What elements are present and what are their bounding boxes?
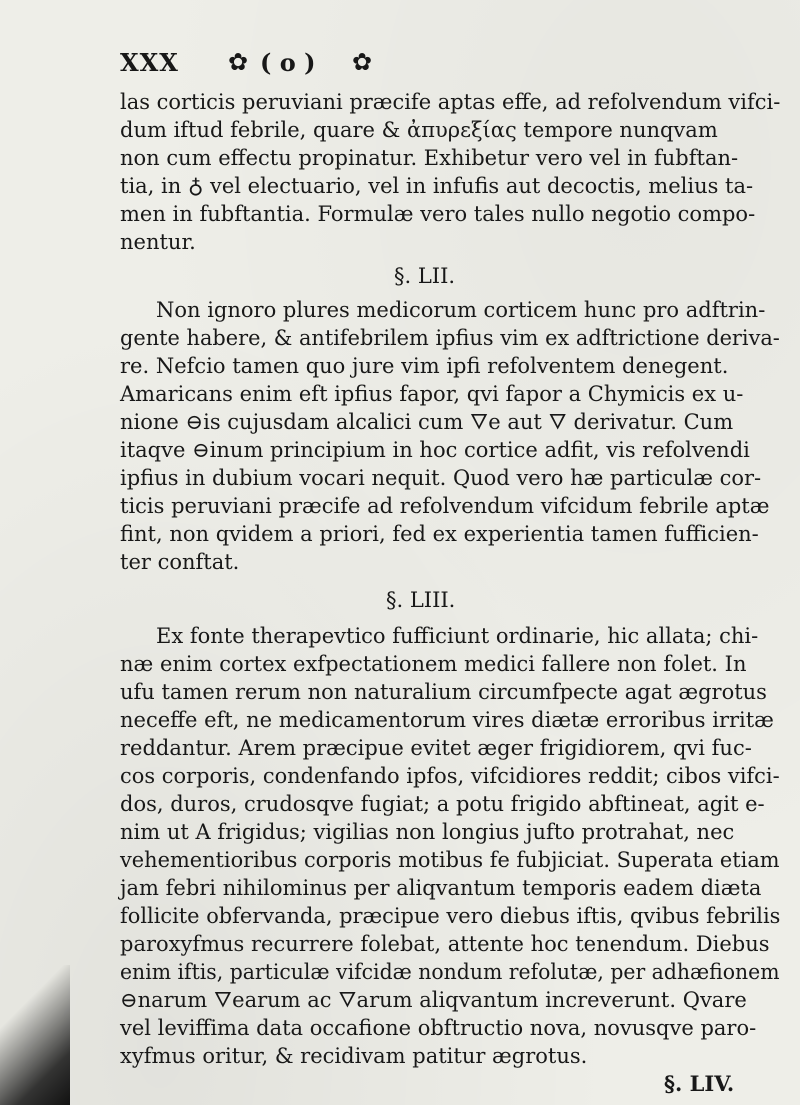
- text-line: vel leviffima data occafione obftructio nova, novusqve paro-: [120, 1016, 757, 1040]
- text-line: ⊖narum 🜄earum ac 🜄arum aliqvantum increverunt. Qvare: [120, 988, 747, 1012]
- text-line: cos corporis, condenfando ipfos, vifcidiores reddit; cibos vifci-: [120, 764, 780, 788]
- text-line: nione ⊖is cujusdam alcalici cum 🜄e aut 🜄 derivatur. Cum: [120, 410, 734, 434]
- text-line: follicite obfervanda, præcipue vero diebus iftis, qvibus febrilis: [120, 904, 781, 928]
- text-line: vehementioribus corporis motibus fe fubjiciat. Superata etiam: [120, 848, 780, 872]
- text-line: gente habere, & antifebrilem ipfius vim ex adftrictione deriva-: [120, 326, 780, 350]
- text-line: ufu tamen rerum non naturalium circumfpecte agat ægrotus: [120, 680, 767, 704]
- text-line: Amaricans enim eft ipfius fapor, qvi fapor a Chymicis ex u-: [120, 382, 744, 406]
- page-shadow: [0, 965, 70, 1105]
- signature-mark: XXX: [120, 48, 179, 77]
- text-line: itaqve ⊖inum principium in hoc cortice adfit, vis refolvendi: [120, 438, 750, 462]
- text-line: non cum effectu propinatur. Exhibetur vero vel in fubftan-: [120, 146, 739, 170]
- text-line: jam febri nihilominus per aliqvantum temporis eadem diæta: [120, 876, 762, 900]
- section-heading-liii: §. LIII.: [386, 588, 456, 612]
- page-number: ( o ): [260, 48, 316, 77]
- running-head: [120, 48, 720, 88]
- text-line: Ex fonte therapevtico fufficiunt ordinarie, hic allata; chi-: [156, 624, 759, 648]
- text-line: tia, in ♁ vel electuario, vel in infufis aut decoctis, melius ta-: [120, 174, 754, 198]
- text-line: xyfmus oritur, & recidivam patitur ægrotus.: [120, 1044, 588, 1068]
- text-line: nim ut A frigidus; vigilias non longius jufto protrahat, nec: [120, 820, 735, 844]
- text-line: ticis peruviani præcife ad refolvendum vifcidum febrile aptæ: [120, 494, 770, 518]
- text-line: neceffe eft, ne medicamentorum vires diætæ erroribus irritæ: [120, 708, 774, 732]
- text-line: enim iftis, particulæ vifcidæ nondum refolutæ, per adhæfionem: [120, 960, 780, 984]
- section-heading-lii: §. LII.: [394, 264, 456, 288]
- text-line: re. Nefcio tamen quo jure vim ipfi refolventem denegent.: [120, 354, 729, 378]
- text-line: næ enim cortex exfpectationem medici fallere non folet. In: [120, 652, 747, 676]
- fleuron-left-icon: ✿: [228, 48, 249, 76]
- text-line: dum iftud febrile, quare & ἀπυρεξίας tempore nunqvam: [120, 118, 718, 142]
- text-line: men in fubftantia. Formulæ vero tales nullo negotio compo-: [120, 202, 756, 226]
- text-line: las corticis peruviani præcife aptas effe, ad refolvendum vifci-: [120, 90, 781, 114]
- text-line: ter conftat.: [120, 550, 240, 574]
- text-line: reddantur. Arem præcipue evitet æger frigidiorem, qvi fuc-: [120, 736, 752, 760]
- text-line: fint, non qvidem a priori, fed ex experientia tamen fufficien-: [120, 522, 759, 546]
- fleuron-right-icon: ✿: [352, 48, 373, 76]
- catchword: §. LIV.: [664, 1071, 735, 1096]
- text-line: paroxyfmus recurrere folebat, attente hoc tenendum. Diebus: [120, 932, 770, 956]
- text-line: dos, duros, crudosqve fugiat; a potu frigido abftineat, agit e-: [120, 792, 765, 816]
- text-line: Non ignoro plures medicorum corticem hunc pro adftrin-: [156, 298, 766, 322]
- text-line: nentur.: [120, 230, 196, 254]
- text-line: ipfius in dubium vocari nequit. Quod vero hæ particulæ cor-: [120, 466, 762, 490]
